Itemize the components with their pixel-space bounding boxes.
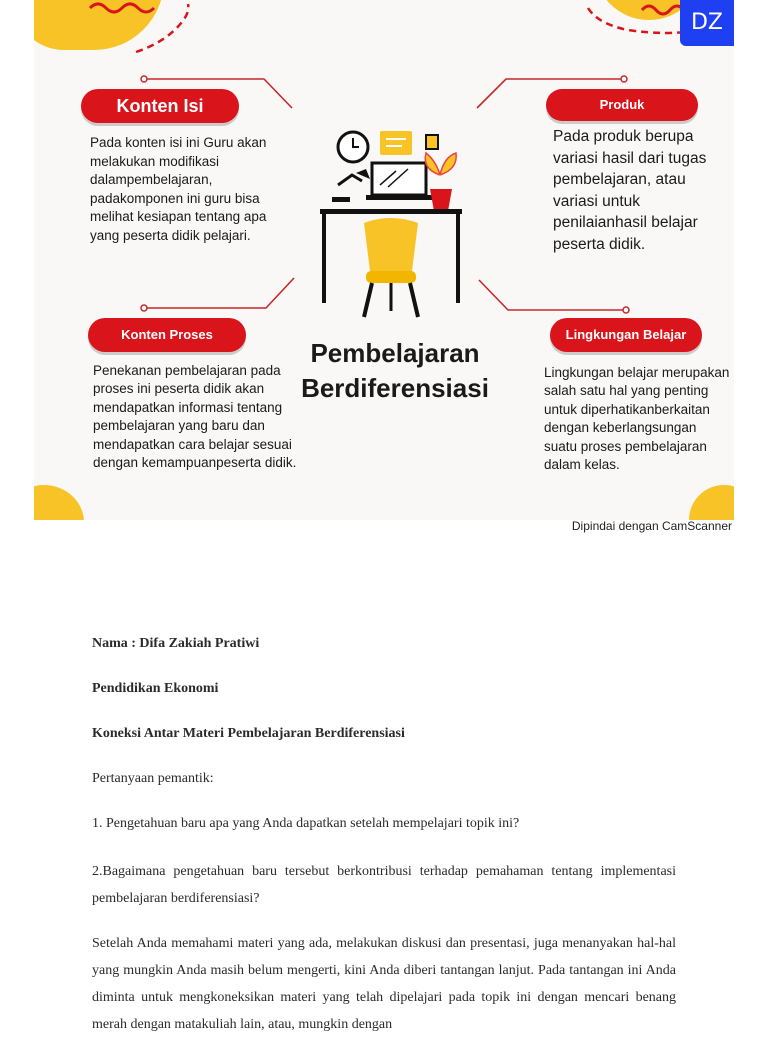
konten-proses-label: Konten Proses bbox=[88, 318, 246, 352]
body-paragraph: Setelah Anda memahami materi yang ada, melakukan diskusi dan presentasi, juga menanyakan hal-hal yang mungkin Anda masih belum mengerti, kini Anda diberi tantangan lanjut. Pada tantangan ini Anda diminta untuk mengkoneksikan materi yang telah dipelajari pada topik ini dengan mencari benang merah dengan matakuliah lain, atau, mungkin dengan bbox=[92, 936, 676, 1032]
camscanner-note: Dipindai dengan CamScanner bbox=[571, 519, 732, 533]
prompt-label: Pertanyaan pemantik: bbox=[92, 771, 214, 786]
poster-title-line2: Berdiferensiasi bbox=[301, 373, 489, 403]
lingkungan-belajar-text: Lingkungan belajar merupakan salah satu hal yang penting untuk diperhatikanberkaitan dengan keberlangsungan suatu proses pembelajaran dalam kelas. bbox=[544, 365, 730, 473]
poster-title-line1: Pembelajaran bbox=[310, 338, 480, 368]
produk-label: Produk bbox=[546, 89, 698, 121]
desk-chair-illustration bbox=[316, 125, 466, 325]
konten-proses-text: Penekanan pembelajaran pada proses ini peserta didik akan mendapatkan informasi tentang pembelajaran yang baru dan mendapatkan cara belajar sesuai dengan kemampuanpeserta didik. bbox=[93, 363, 297, 471]
konten-isi-label: Konten Isi bbox=[81, 89, 239, 123]
lingkungan-belajar-label: Lingkungan Belajar bbox=[550, 318, 702, 352]
infographic-poster bbox=[34, 0, 734, 520]
student-name: Nama : Difa Zakiah Pratiwi bbox=[92, 636, 260, 651]
produk-text: Pada produk berupa variasi hasil dari tugas pembelajaran, atau variasi untuk penilaianhasil belajar peserta didik. bbox=[553, 128, 707, 253]
topic-title: Koneksi Antar Materi Pembelajaran Berdiferensiasi bbox=[92, 726, 405, 741]
question-1: 1. Pengetahuan baru apa yang Anda dapatkan setelah mempelajari topik ini? bbox=[92, 816, 520, 831]
study-program: Pendidikan Ekonomi bbox=[92, 681, 219, 696]
dz-badge[interactable]: DZ bbox=[680, 0, 734, 46]
konten-isi-text: Pada konten isi ini Guru akan melakukan modifikasi dalampembelajaran, padakomponen ini guru bisa melihat kesiapan tentang apa yang peserta didik pelajari. bbox=[90, 135, 267, 243]
question-2: 2.Bagaimana pengetahuan baru tersebut berkontribusi terhadap pemahaman tentang implementasi pembelajaran berdiferensiasi? bbox=[92, 864, 676, 906]
poster-title bbox=[280, 336, 510, 406]
